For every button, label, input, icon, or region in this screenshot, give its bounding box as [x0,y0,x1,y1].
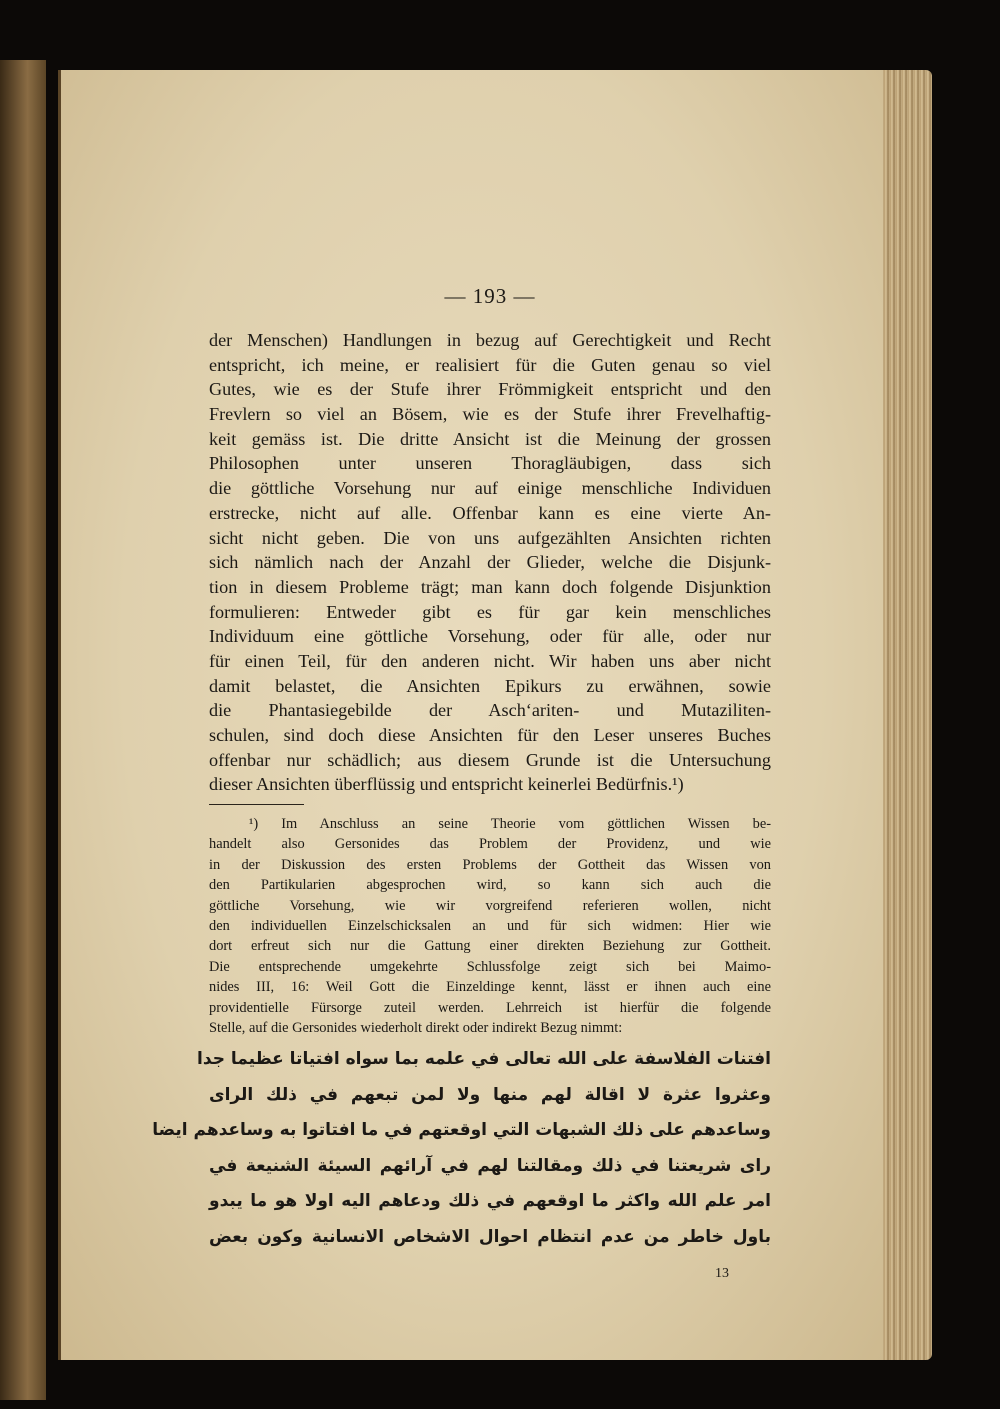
arabic-line: وعثروا عثرة لا اقالة لهم منها ولا لمن تبعهم في ذلك الراى [209,1084,771,1105]
arabic-line: باول خاطر من عدم انتظام احوال الاشخاص الانسانية وكون بعض [209,1226,771,1247]
main-text-line: erstrecke, nicht auf alle. Offenbar kann es eine vierte An- [209,502,771,523]
main-text-line: offenbar nur schädlich; aus diesem Grunde ist die Untersuchung [209,749,771,770]
main-text-line: sich nämlich nach der Anzahl der Glieder, welche die Disjunk- [209,552,771,573]
footnote-line: in der Diskussion des ersten Problems der Gottheit das Wissen von [209,856,771,873]
main-text-line: die göttliche Vorsehung nur auf einige menschliche Individuen [209,478,771,499]
main-text-line: Individuum eine göttliche Vorsehung, oder für alle, oder nur [209,626,771,647]
main-text-line: sicht nicht geben. Die von uns aufgezählten Ansichten richten [209,527,771,548]
main-text-line: Philosophen unter unseren Thoragläubigen, dass sich [209,453,771,474]
main-text-line: der Menschen) Handlungen in bezug auf Gerechtigkeit und Recht [209,330,771,350]
arabic-line: افتنات الفلاسفة على الله تعالى في علمه بما سواه افتياتا عظيما جدا [197,1049,771,1069]
signature-mark: 13 [715,1266,729,1281]
main-text-line: keit gemäss ist. Die dritte Ansicht ist die Meinung der grossen [209,428,771,449]
arabic-line: امر علم الله واكثر ما اوقعهم في ذلك ودعاهم اليه اولا هو ما يبدو [209,1191,771,1211]
footnote [209,814,771,1038]
footnote-divider [209,804,304,805]
footnote-line: den individuellen Einzelschicksalen an und für sich widmen: Hier wie [209,917,771,934]
left-page-edge [0,60,46,1400]
main-text-line: tion in diesem Probleme trägt; man kann doch folgende Disjunktion [209,576,771,597]
footnote-line: handelt also Gersonides das Problem der Providenz, und wie [209,836,771,853]
arabic-quotation [152,1042,771,1255]
arabic-line: وساعدهم على ذلك الشبهات التي اوقعتهم في ما افتاتوا به وساعدهم ايضا [152,1120,771,1140]
main-text [209,328,771,797]
footnote-line: nides III, 16: Weil Gott die Einzeldinge kennt, lässt er ihnen auch eine [209,979,771,996]
main-text-line: entspricht, ich meine, er realisiert für die Guten genau so viel [209,354,771,375]
main-text-line: dieser Ansichten überflüssig und entspricht keinerlei Bedürfnis.¹) [209,774,684,795]
page-number: — 193 — [444,284,536,308]
footnote-line: dort erfreut sich nur die Gattung einer direkten Beziehung zur Gottheit. [209,938,771,955]
main-text-line: Gutes, wie es der Stufe ihrer Frömmigkeit entspricht und den [209,379,771,400]
main-text-line: für einen Teil, für den anderen nicht. Wir haben uns aber nicht [209,650,771,671]
footnote-line: ¹) Im Anschluss an seine Theorie vom göttlichen Wissen be- [249,816,771,832]
main-text-line: formulieren: Entweder gibt es für gar kein menschliches [209,601,771,622]
main-text-line: die Phantasiegebilde der Asch‘ariten- und Mutaziliten- [209,700,771,721]
main-text-line: Frevlern so viel an Bösem, wie es der Stufe ihrer Frevelhaftig- [209,404,771,425]
footnote-line: göttliche Vorsehung, wie wir vorgreifend referieren wollen, nicht [209,897,771,914]
main-text-line: damit belastet, die Ansichten Epikurs zu erwähnen, sowie [209,675,771,696]
footnote-line: providentielle Fürsorge zuteil werden. Lehrreich ist hierfür die folgende [209,999,771,1016]
arabic-line: راى شريعتنا في ذلك ومقالتنا لهم في آرائهم السيئة الشنيعة في [209,1155,771,1176]
footnote-line: Stelle, auf die Gersonides wiederholt direkt oder indirekt Bezug nimmt: [209,1019,623,1036]
footnote-line: Die entsprechende umgekehrte Schlussfolge zeigt sich bei Maimo- [209,958,771,975]
main-text-line: schulen, sind doch diese Ansichten für den Leser unseres Buches [209,725,771,745]
footnote-line: den Partikularien abgesprochen wird, so kann sich auch die [209,877,771,894]
book-page [58,70,883,1360]
